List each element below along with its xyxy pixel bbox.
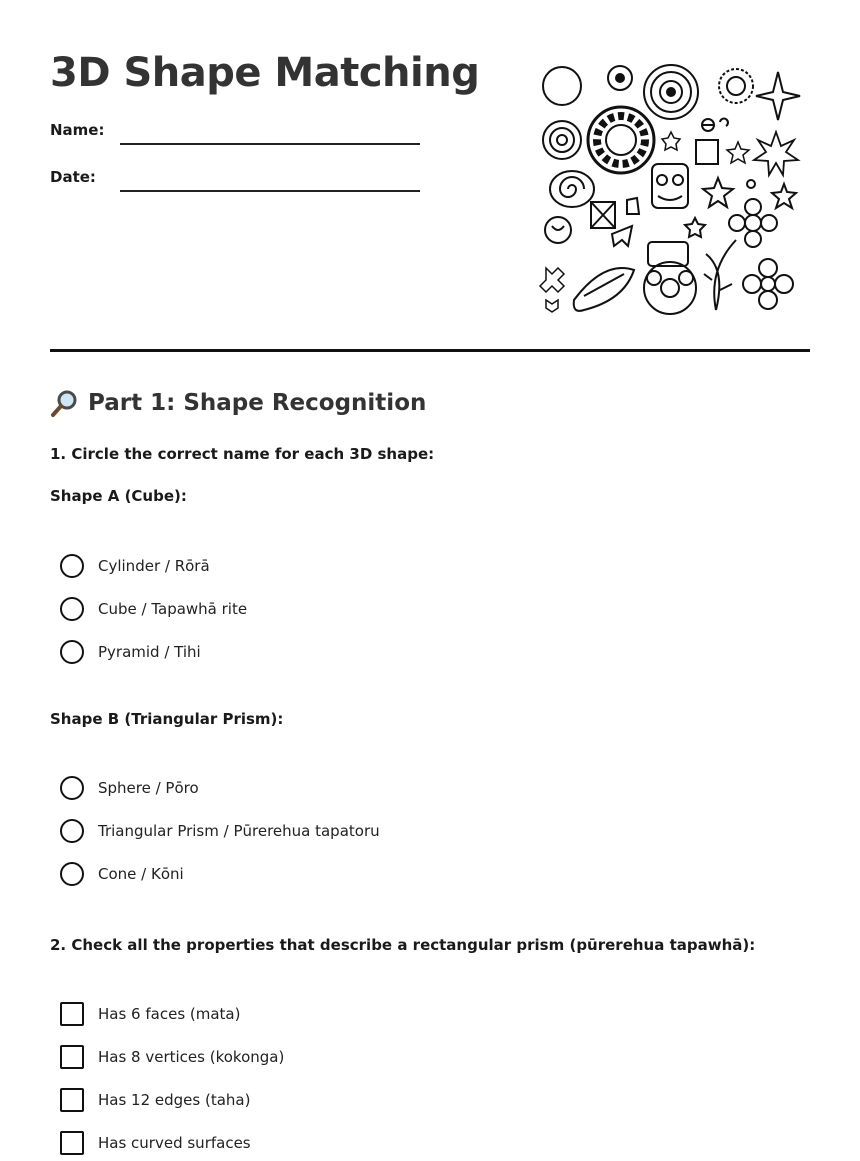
radio-button[interactable]	[60, 554, 84, 578]
shape-a-option-cube[interactable]	[60, 597, 247, 621]
maori-pattern-clipart	[538, 60, 802, 318]
star-motif-4	[772, 184, 796, 208]
diamond-cluster-motif	[540, 268, 564, 292]
option-label: Has 12 edges (taha)	[98, 1091, 251, 1109]
question-2-prompt: 2. Check all the properties that describe a rectangular prism (pūrerehua tapawhā):	[50, 936, 756, 954]
part1-heading-text: Part 1: Shape Recognition	[88, 390, 427, 416]
question-1-prompt: 1. Circle the correct name for each 3D shape:	[50, 445, 435, 463]
option-label: Cylinder / Rōrā	[98, 557, 210, 575]
worksheet-title: 3D Shape Matching	[50, 50, 480, 96]
carved-figure-motif	[644, 242, 696, 314]
radio-button[interactable]	[60, 597, 84, 621]
checkbox[interactable]	[60, 1045, 84, 1069]
checkbox[interactable]	[60, 1088, 84, 1112]
option-label: Pyramid / Tihi	[98, 643, 201, 661]
small-block-motif	[627, 198, 639, 214]
property-option-edges[interactable]	[60, 1088, 250, 1112]
dot-motif	[747, 180, 755, 188]
magnifying-glass-icon	[50, 388, 80, 418]
shape-a-option-cylinder[interactable]	[60, 554, 210, 578]
flower-motif-2	[743, 259, 793, 309]
small-star-motif	[662, 132, 680, 150]
name-field[interactable]	[120, 143, 420, 145]
tiki-face-motif	[652, 164, 688, 208]
shape-a-label: Shape A (Cube):	[50, 487, 187, 505]
flower-motif	[729, 199, 777, 247]
leaf-motif	[574, 268, 634, 311]
name-label: Name:	[50, 121, 105, 139]
shape-a-option-pyramid[interactable]	[60, 640, 201, 664]
option-label: Triangular Prism / Pūrerehua tapatoru	[98, 822, 380, 840]
checkbox[interactable]	[60, 1002, 84, 1026]
radio-button[interactable]	[60, 862, 84, 886]
radio-button[interactable]	[60, 819, 84, 843]
spiral-ring-motif	[543, 121, 581, 159]
star-motif-2	[727, 142, 749, 163]
radio-button[interactable]	[60, 776, 84, 800]
date-field[interactable]	[120, 190, 420, 192]
property-option-faces[interactable]	[60, 1002, 240, 1026]
option-label: Has 8 vertices (kokonga)	[98, 1048, 285, 1066]
plain-circle-motif	[543, 67, 581, 105]
star-motif-3	[703, 178, 733, 207]
option-label: Has 6 faces (mata)	[98, 1005, 241, 1023]
star-motif	[756, 72, 800, 120]
property-option-vertices[interactable]	[60, 1045, 284, 1069]
square-motif	[696, 140, 718, 164]
shape-b-option-triangular-prism[interactable]	[60, 819, 380, 843]
star-burst-motif	[754, 132, 798, 175]
shape-b-label: Shape B (Triangular Prism):	[50, 710, 284, 728]
sun-motif	[719, 69, 753, 103]
fern-motif	[704, 240, 736, 310]
date-label: Date:	[50, 168, 96, 186]
option-label: Cube / Tapawhā rite	[98, 600, 248, 618]
shape-b-option-sphere[interactable]	[60, 776, 199, 800]
option-label: Cone / Kōni	[98, 865, 184, 883]
header-divider	[50, 349, 810, 352]
checkbox[interactable]	[60, 1131, 84, 1155]
option-label: Has curved surfaces	[98, 1134, 251, 1152]
star-motif-5	[685, 218, 705, 237]
option-label: Sphere / Pōro	[98, 779, 199, 797]
radio-button[interactable]	[60, 640, 84, 664]
shape-b-option-cone[interactable]	[60, 862, 184, 886]
part1-heading	[50, 388, 426, 418]
property-option-curved-surfaces[interactable]	[60, 1131, 251, 1155]
